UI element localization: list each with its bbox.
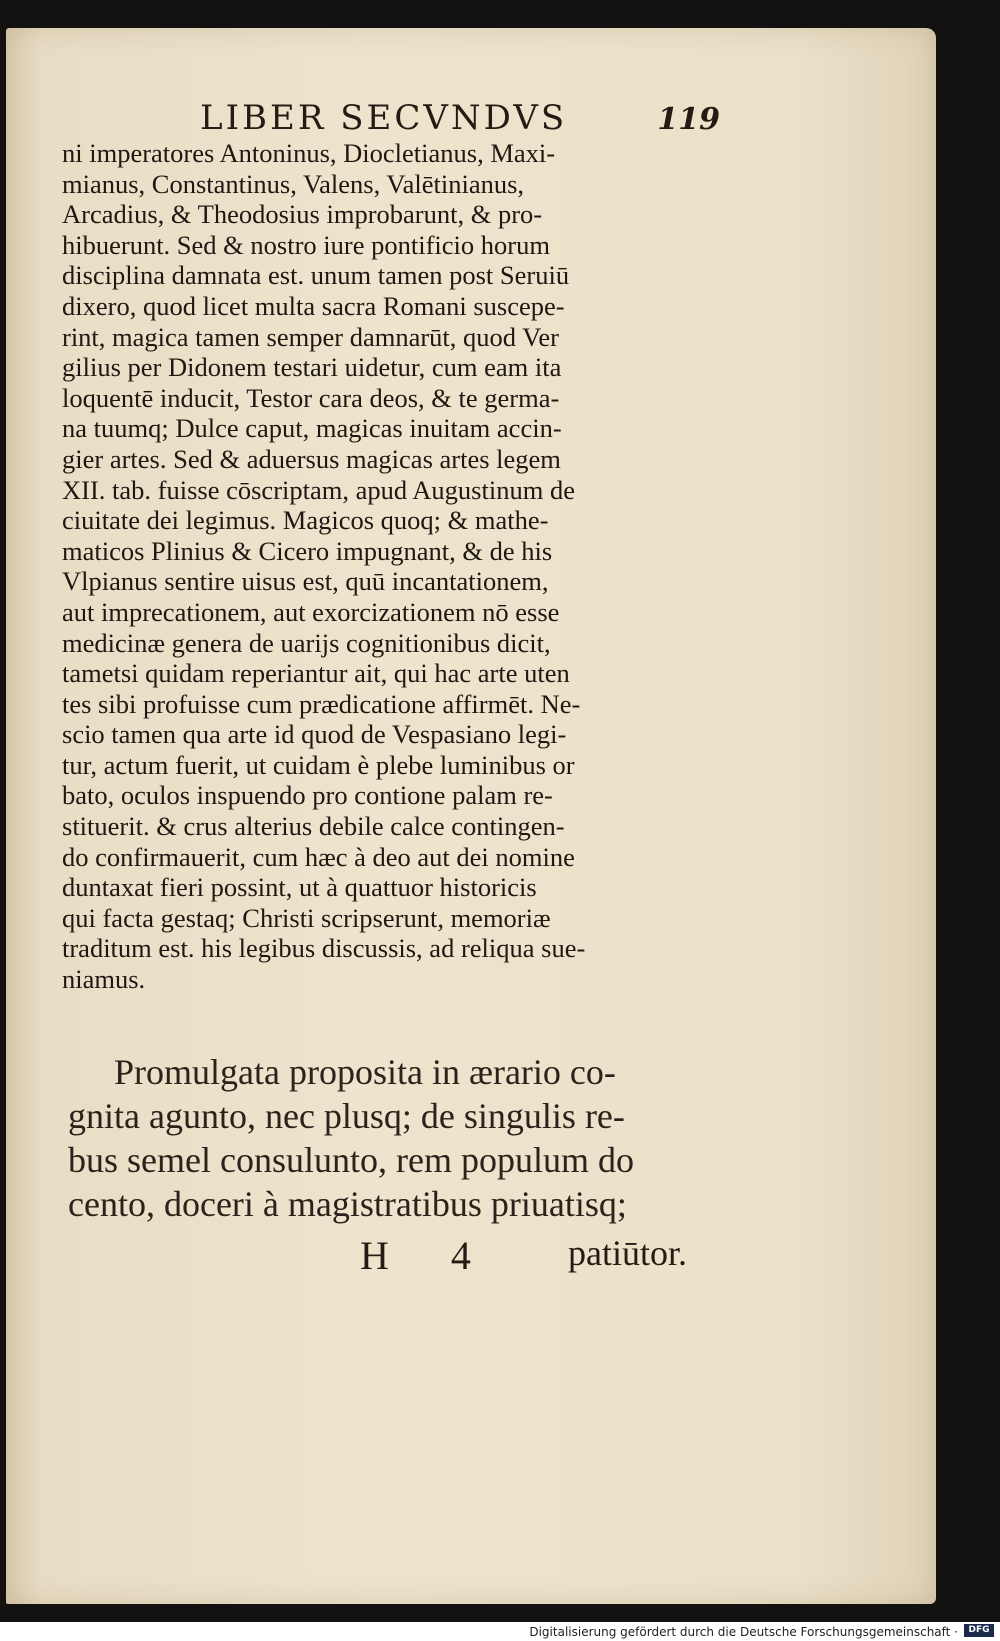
text-line: loquentē inducit, Testor cara deos, & te germa- xyxy=(62,382,560,413)
catchword: patiūtor. xyxy=(568,1233,687,1273)
law-line: Promulgata proposita in ærario co- xyxy=(114,1052,616,1092)
text-line: ciuitate dei legimus. Magicos quoq; & mathe- xyxy=(62,505,549,536)
dfg-logo: DFG xyxy=(964,1624,994,1637)
text-line: stituerit. & crus alterius debile calce contingen- xyxy=(62,811,565,842)
law-line: cento, doceri à magistratibus priuatisq; xyxy=(68,1184,627,1224)
text-line: gilius per Didonem testari uidetur, cum eam ita xyxy=(62,352,562,383)
text-line: tametsi quidam reperiantur ait, qui hac arte uten xyxy=(62,658,570,689)
text-line: mianus, Constantinus, Valens, Valētinianus, xyxy=(62,168,525,199)
text-line: dixero, quod licet multa sacra Romani suscepe- xyxy=(62,290,565,321)
text-line: maticos Plinius & Cicero impugnant, & de his xyxy=(62,535,553,566)
law-text xyxy=(68,1050,738,1226)
text-line: ni imperatores Antoninus, Diocletianus, Maxi- xyxy=(62,138,556,168)
text-line: qui facta gestaq; Christi scripserunt, memoriæ xyxy=(62,902,551,933)
text-line: duntaxat fieri possint, ut à quattuor historicis xyxy=(62,872,537,903)
text-line: XII. tab. fuisse cōscriptam, apud Augustinum de xyxy=(62,474,575,505)
text-line: aut imprecationem, aut exorcizationem nō esse xyxy=(62,596,560,627)
text-line: Vlpianus sentire uisus est, quū incantationem, xyxy=(62,566,549,597)
text-line: scio tamen qua arte id quod de Vespasiano legi- xyxy=(62,719,567,750)
folio-number: 119 xyxy=(657,102,720,137)
text-line: na tuumq; Dulce caput, magicas inuitam accin- xyxy=(62,413,562,444)
text-line: rint, magica tamen semper damnarūt, quod Ver xyxy=(62,321,559,352)
funding-credit: Digitalisierung gefördert durch die Deutsche Forschungsgemeinschaft · xyxy=(529,1625,958,1639)
law-line: gnita agunto, nec plusq; de singulis re- xyxy=(68,1096,625,1136)
text-line: disciplina damnata est. unum tamen post Seruiū xyxy=(62,260,570,291)
text-line: tes sibi profuisse cum prædicatione affirmēt. Ne- xyxy=(62,688,581,719)
text-line: niamus. xyxy=(62,964,146,995)
text-line: bato, oculos inspuendo pro contione palam re- xyxy=(62,780,553,811)
text-line: hibuerunt. Sed & nostro iure pontificio horum xyxy=(62,229,550,260)
running-title: LIBER SECVNDVS xyxy=(200,98,568,138)
law-line: bus semel consulunto, rem populum do xyxy=(68,1140,634,1180)
text-line: gier artes. Sed & aduersus magicas artes legem xyxy=(62,443,561,474)
text-line: do confirmauerit, cum hæc à deo aut dei nomine xyxy=(62,841,575,872)
text-line: Arcadius, & Theodosius improbarunt, & pro- xyxy=(62,199,543,230)
text-line: traditum est. his legibus discussis, ad reliqua sue- xyxy=(62,933,586,964)
body-text xyxy=(62,138,732,995)
signature-mark: H 4 xyxy=(360,1233,497,1278)
text-line: medicinæ genera de uarijs cognitionibus dicit, xyxy=(62,627,551,658)
text-line: tur, actum fuerit, ut cuidam è plebe luminibus or xyxy=(62,749,575,780)
